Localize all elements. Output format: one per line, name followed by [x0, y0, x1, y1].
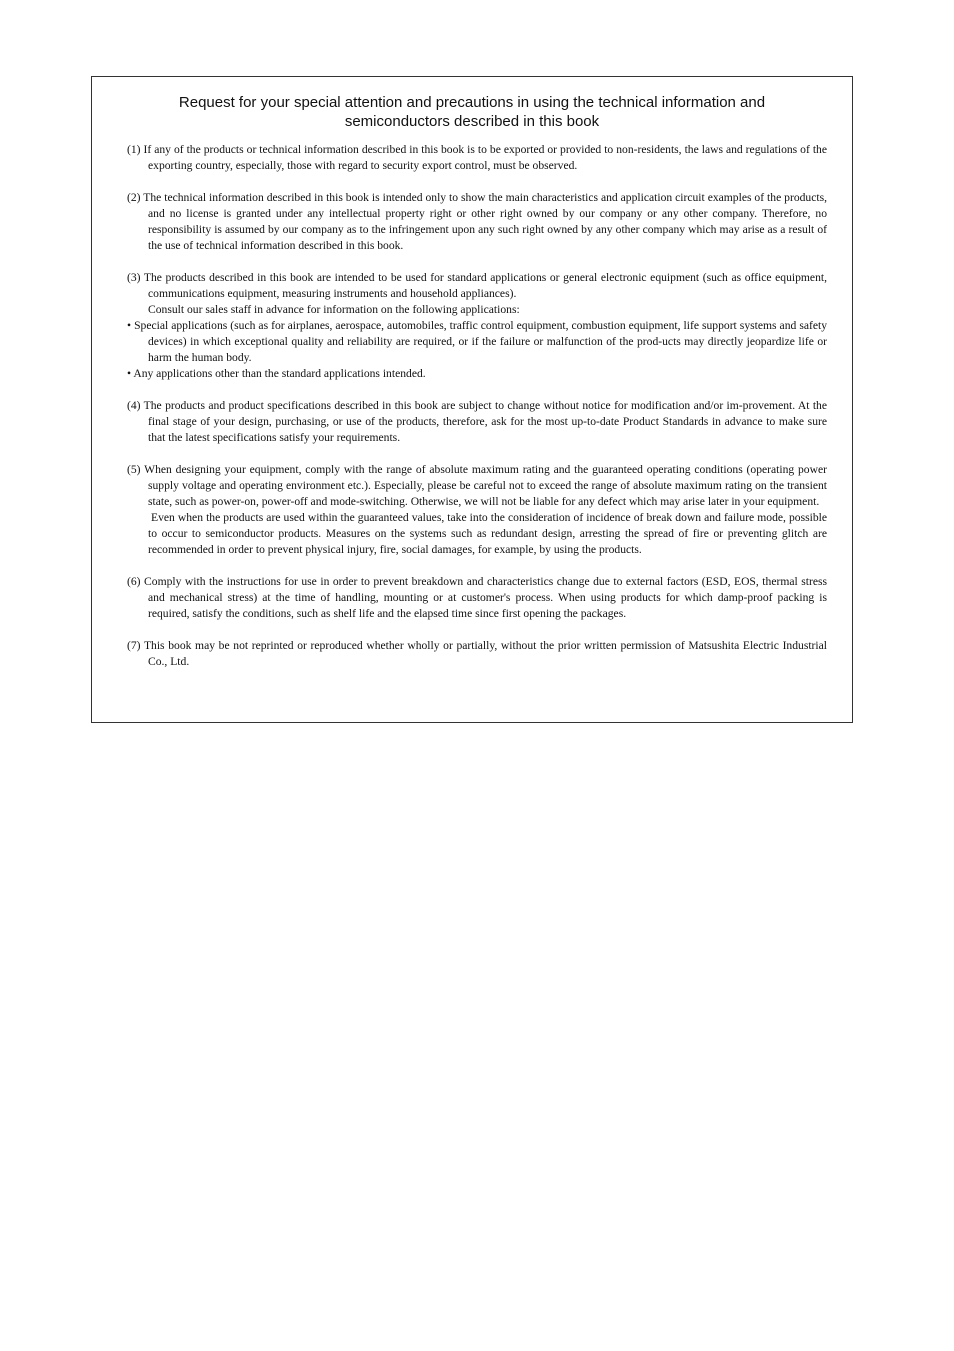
- notice-item-text: (2) The technical information described in this book is intended only to show the main characteristics and application circuit examples of the products, and no license is granted under any intellectual property right or other right owned by our company or any other company. Therefore, no responsibility is assumed by our company as to the infringement upon any such right owned by any other company which may arise as a result of the use of technical information described in this book.: [127, 191, 827, 252]
- notice-item-text: (3) The products described in this book are intended to be used for standard applications or general electronic equipment (such as office equipment, communications equipment, measuring instruments and household appliances).: [127, 271, 827, 300]
- notice-item-text: (4) The products and product specifications described in this book are subject to change without notice for modification and/or im-provement. At the final stage of your design, purchasing, or use of the products, therefore, ask for the most up-to-date Product Standards in advance to make sure that the latest specifications satisfy your requirements.: [127, 399, 827, 444]
- notice-bullet-special-applications: • Special applications (such as for airplanes, aerospace, automobiles, traffic control equipment, combustion equipment, life support systems and safety devices) in which exceptional quality and reliability are required, or if the failure or malfunction of the prod-ucts may directly jeopardize life or harm the human body.: [127, 319, 827, 364]
- notice-item-3: [127, 270, 827, 382]
- notice-title: [132, 93, 812, 131]
- notice-item-continuation: Even when the products are used within the guaranteed values, take into the consideration of incidence of break down and failure mode, possible to occur to semiconductor products. Measures on the systems such as redundant design, arresting the spread of fire or preventing glitch are recommended in order to prevent physical injury, fire, social damages, for example, by using the products.: [148, 511, 827, 556]
- notice-item-7: [127, 638, 827, 670]
- notice-title-line-1: Request for your special attention and precautions in using the technical information and: [178, 94, 766, 111]
- notice-item-continuation: Consult our sales staff in advance for information on the following applications:: [148, 303, 520, 316]
- notice-items: [127, 142, 827, 670]
- notice-item-text: (5) When designing your equipment, comply with the range of absolute maximum rating and the guaranteed operating conditions (operating power supply voltage and operating environment etc.). Especially, please be careful not to exceed the range of absolute maximum rating on the transient state, such as power-on, power-off and mode-switching. Otherwise, we will not be liable for any defect which may arise later in your equipment.: [127, 463, 827, 508]
- notice-item-6: [127, 574, 827, 622]
- notice-item-5: [127, 462, 827, 558]
- notice-item-2: [127, 190, 827, 254]
- notice-item-text: (7) This book may be not reprinted or reproduced whether wholly or partially, without the prior written permission of Matsushita Electric Industrial Co., Ltd.: [127, 639, 827, 668]
- notice-box: [91, 76, 853, 723]
- notice-item-1: [127, 142, 827, 174]
- notice-item-text: (6) Comply with the instructions for use in order to prevent breakdown and characteristics change due to external factors (ESD, EOS, thermal stress and mechanical stress) at the time of handling, mounting or at customer's process. When using products for which damp-proof packing is required, satisfy the conditions, such as shelf life and the elapsed time since first opening the packages.: [127, 575, 827, 620]
- notice-item-4: [127, 398, 827, 446]
- notice-title-line-2: semiconductors described in this book: [344, 113, 600, 130]
- notice-bullet-other-applications: • Any applications other than the standard applications intended.: [127, 367, 426, 380]
- notice-item-text: (1) If any of the products or technical information described in this book is to be exported or provided to non-residents, the laws and regulations of the exporting country, especially, those with regard to security export control, must be observed.: [127, 143, 827, 172]
